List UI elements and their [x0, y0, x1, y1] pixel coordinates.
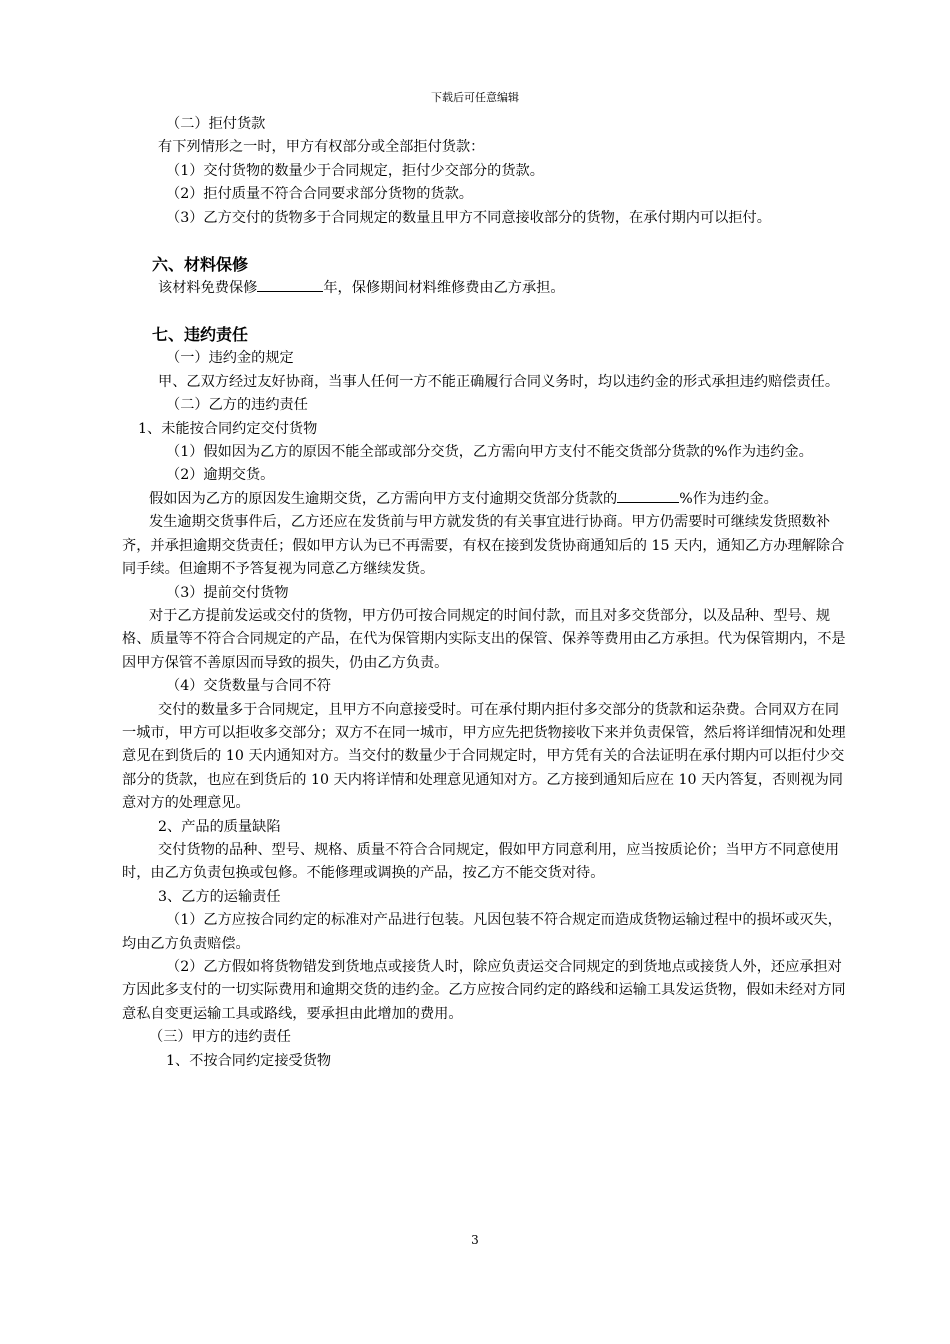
- page-number: 3: [471, 1233, 479, 1247]
- item-title: （2）逾期交货。: [166, 467, 275, 484]
- warranty-text-b: 年，保修期间材料维修费由乙方承担。: [323, 280, 565, 297]
- late-delivery-percent-blank: [617, 488, 679, 503]
- item-title: 3、乙方的运输责任: [158, 888, 281, 905]
- subsection-title: （二）乙方的违约责任: [166, 397, 308, 414]
- page-content: [122, 113, 846, 1073]
- list-item: （3）乙方交付的货物多于合同规定的数量且甲方不同意接收部分的货物，在承付期内可以拒付。: [166, 209, 771, 226]
- paragraph: 交付货物的品种、型号、规格、质量不符合合同规定，假如甲方同意利用，应当按质论价；当甲方不同意使用时，由乙方负责包换或包修。不能修理或调换的产品，按乙方不能交货对待。: [122, 841, 840, 882]
- warranty-text-a: 该材料免费保修: [158, 280, 258, 297]
- subsection-title: （一）违约金的规定: [166, 350, 294, 367]
- late-delivery-paragraph: [122, 488, 846, 511]
- paragraph: 对于乙方提前发运或交付的货物，甲方仍可按合同规定的时间付款，而且对多交货部分，以及品种、型号、规格、质量等不符合合同规定的产品，在代为保管期内实际支出的保管、保养等费用由乙方承担。代为保管期内，不是因甲方保管不善原因而导致的损失，仍由乙方负责。: [122, 607, 846, 671]
- section-heading-warranty: 六、材料保修: [152, 255, 249, 275]
- page-header: 下载后可任意编辑: [431, 91, 519, 104]
- late-delivery-text-b: %作为违约金。: [679, 490, 778, 507]
- list-item: （1）交付货物的数量少于合同规定，拒付少交部分的货款。: [166, 162, 544, 179]
- paragraph: 有下列情形之一时，甲方有权部分或全部拒付货款：: [158, 139, 485, 156]
- paragraph: 交付的数量多于合同规定，且甲方不向意接受时。可在承付期内拒付多交部分的货款和运杂费。合同双方在同一城市，甲方可以拒收多交部分；双方不在同一城市，甲方应先把货物接收下来并负责保管，然后将详细情况和处理意见在到货后的 10 天内通知对方。当交付的数量少于合同规定时，甲方凭有关的合法证明在承付期内可以拒付少交部分的货款，也应在到货后的 10 天内将详情和处理意见通知对方。乙方接到通知后应在 10 天内答复，否则视为同意对方的处理意见。: [122, 701, 846, 812]
- paragraph: （2）乙方假如将货物错发到货地点或接货人时，除应负责运交合同规定的到货地点或接货人外，还应承担对方因此多支付的一切实际费用和逾期交货的违约金。乙方应按合同约定的路线和运输工具发运货物，假如未经对方同意私自变更运输工具或路线，要承担由此增加的费用。: [122, 959, 846, 1022]
- item-title: （3）提前交付货物: [166, 584, 289, 601]
- list-item: （2）拒付质量不符合合同要求部分货物的货款。: [166, 186, 473, 203]
- paragraph: 甲、乙双方经过友好协商，当事人任何一方不能正确履行合同义务时，均以违约金的形式承担违约赔偿责任。: [158, 373, 840, 390]
- warranty-paragraph: [122, 277, 846, 300]
- item-title: 2、产品的质量缺陷: [158, 818, 281, 835]
- section-heading-breach: 七、违约责任: [152, 325, 249, 345]
- warranty-years-blank: [257, 277, 323, 292]
- paragraph: （1）假如因为乙方的原因不能全部或部分交货，乙方需向甲方支付不能交货部分货款的%作为违约金。: [166, 444, 813, 461]
- item-title: 1、未能按合同约定交付货物: [138, 420, 318, 437]
- late-delivery-text-a: 假如因为乙方的原因发生逾期交货，乙方需向甲方支付逾期交货部分货款的: [149, 490, 618, 507]
- subsection-title: （三）甲方的违约责任: [149, 1029, 291, 1046]
- item-title: 1、不按合同约定接受货物: [166, 1052, 332, 1069]
- item-title: （4）交货数量与合同不符: [166, 678, 332, 695]
- paragraph: （1）乙方应按合同约定的标准对产品进行包装。凡因包装不符合规定而造成货物运输过程中的损坏或灭失，均由乙方负责赔偿。: [122, 912, 842, 952]
- paragraph: 发生逾期交货事件后，乙方还应在发货前与甲方就发货的有关事宜进行协商。甲方仍需要时可继续发货照数补齐，并承担逾期交货责任；假如甲方认为已不再需要，有权在接到发货协商通知后的 15 天内，通知乙方办理解除合同手续。但逾期不予答复视为同意乙方继续发货。: [122, 514, 845, 578]
- section-title-refuse-payment: （二）拒付货款: [166, 116, 266, 132]
